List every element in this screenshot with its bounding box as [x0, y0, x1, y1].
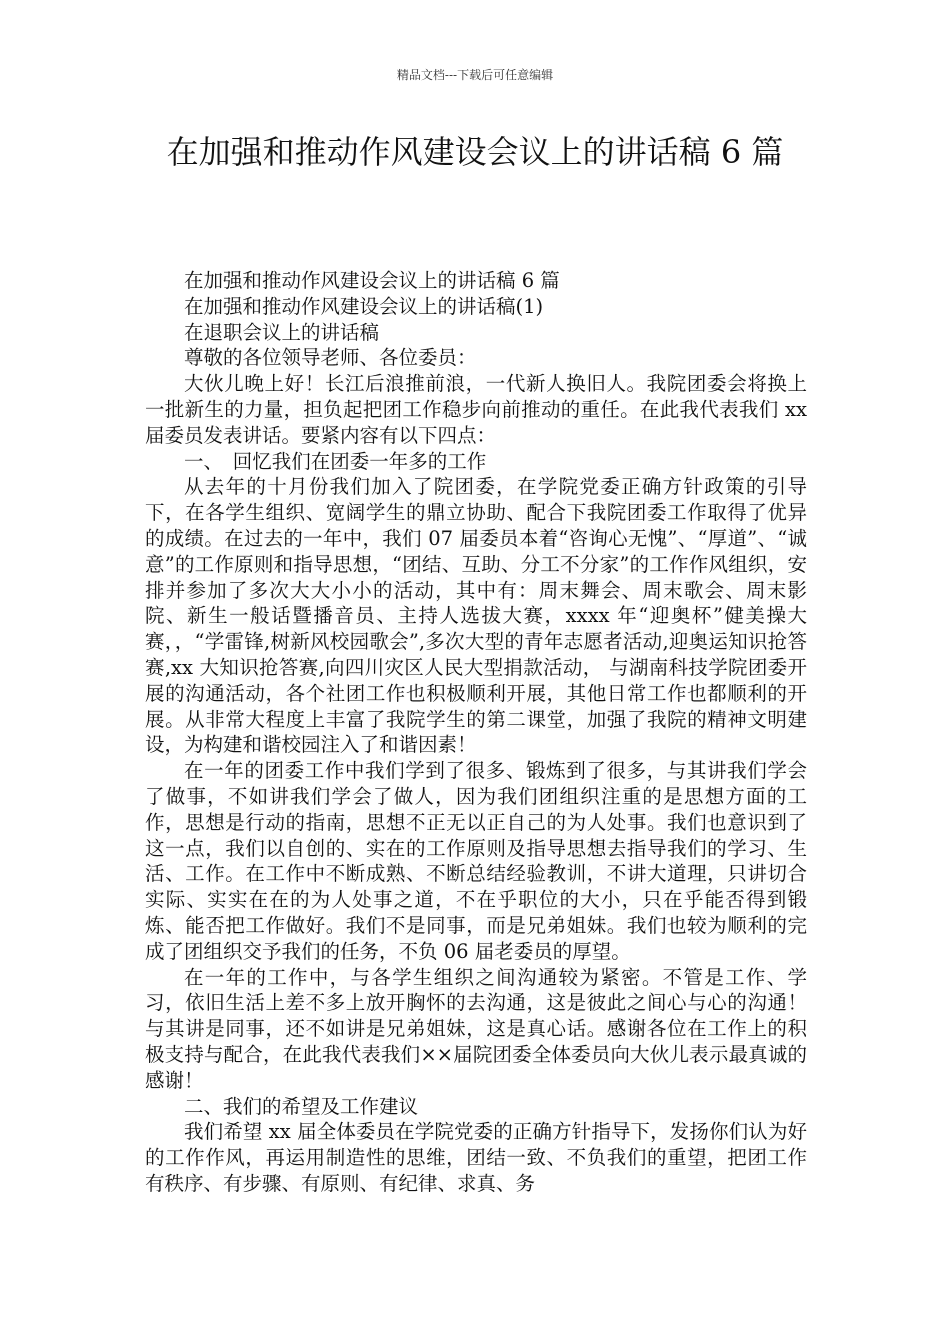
section-heading: 一、 回忆我们在团委一年多的工作 — [184, 449, 487, 473]
paragraph: 在退职会议上的讲话稿 — [184, 320, 380, 344]
paragraph: 在一年的工作中，与各学生组织之间沟通较为紧密。不管是工作、学习，依旧生活上差不多上放开胸怀的去沟通，这是彼此之间心与心的沟通！与其讲是同事，还不如讲是兄弟姐妹，这是真心话。感谢各位在工作上的积极支持与配合，在此我代表我们××届院团委全体委员向大伙儿表示最真诚的感谢！ — [145, 965, 807, 1092]
paragraph: 在加强和推动作风建设会议上的讲话稿(1) — [184, 294, 544, 318]
paragraph: 我们希望 xx 届全体委员在学院党委的正确方针指导下，发扬你们认为好的工作作风，再运用制造性的思维，团结一致、不负我们的重望，把团工作有秩序、有步骤、有原则、有纪律、求真、务 — [145, 1120, 807, 1195]
header-note: 精品文档---下载后可任意编辑 — [396, 68, 554, 82]
document-body — [145, 268, 807, 1197]
paragraph: 从去年的十月份我们加入了院团委，在学院党委正确方针政策的引导下，在各学生组织、宽阔学生的鼎立协助、配合下我院团委工作取得了优异的成绩。在过去的一年中，我们 07 届委员本着“咨询心无愧”、“厚道”、“诚意”的工作原则和指导思想，“团结、互助、分工不分家”的工作作风组织，安排并参加了多次大大小小的活动，其中有：周末舞会、周末歌会、周末影院、新生一般话暨播音员、主持人选拔大赛，xxxx 年“迎奥杯”健美操大赛，，“学雷锋,树新风校园歌会”,多次大型的青年志愿者活动,迎奥运知识抢答赛,xx 大知识抢答赛,向四川灾区人民大型捐款活动， 与湖南科技学院团委开展的沟通活动，各个社团工作也积极顺利开展，其他日常工作也都顺利的开展。从非常大程度上丰富了我院学生的第二课堂，加强了我院的精神文明建设，为构建和谐校园注入了和谐因素！ — [145, 475, 807, 757]
paragraph: 大伙儿晚上好！长江后浪推前浪，一代新人换旧人。我院团委会将换上一批新生的力量，担负起把团工作稳步向前推动的重任。在此我代表我们 xx 届委员发表讲话。要紧内容有以下四点： — [145, 372, 807, 447]
paragraph: 在一年的团委工作中我们学到了很多、锻炼到了很多，与其讲我们学会了做事，不如讲我们学会了做人，因为我们团组织注重的是思想方面的工作，思想是行动的指南，思想不正无以正自己的为人处事。我们也意识到了这一点，我们以自创的、实在的工作原则及指导思想去指导我们的学习、生活、工作。在工作中不断成熟、不断总结经验教训，不讲大道理，只讲切合实际、实实在在的为人处事之道，不在乎职位的大小，只在乎能否得到锻炼、能否把工作做好。我们不是同事，而是兄弟姐妹。我们也较为顺利的完成了团组织交予我们的任务，不负 06 届老委员的厚望。 — [145, 759, 807, 963]
paragraph: 在加强和推动作风建设会议上的讲话稿 6 篇 — [184, 269, 560, 292]
paragraph: 尊敬的各位领导老师、各位委员： — [184, 346, 477, 370]
section-heading: 二、我们的希望及工作建议 — [184, 1094, 419, 1118]
document-title: 在加强和推动作风建设会议上的讲话稿 6 篇 — [166, 133, 784, 171]
